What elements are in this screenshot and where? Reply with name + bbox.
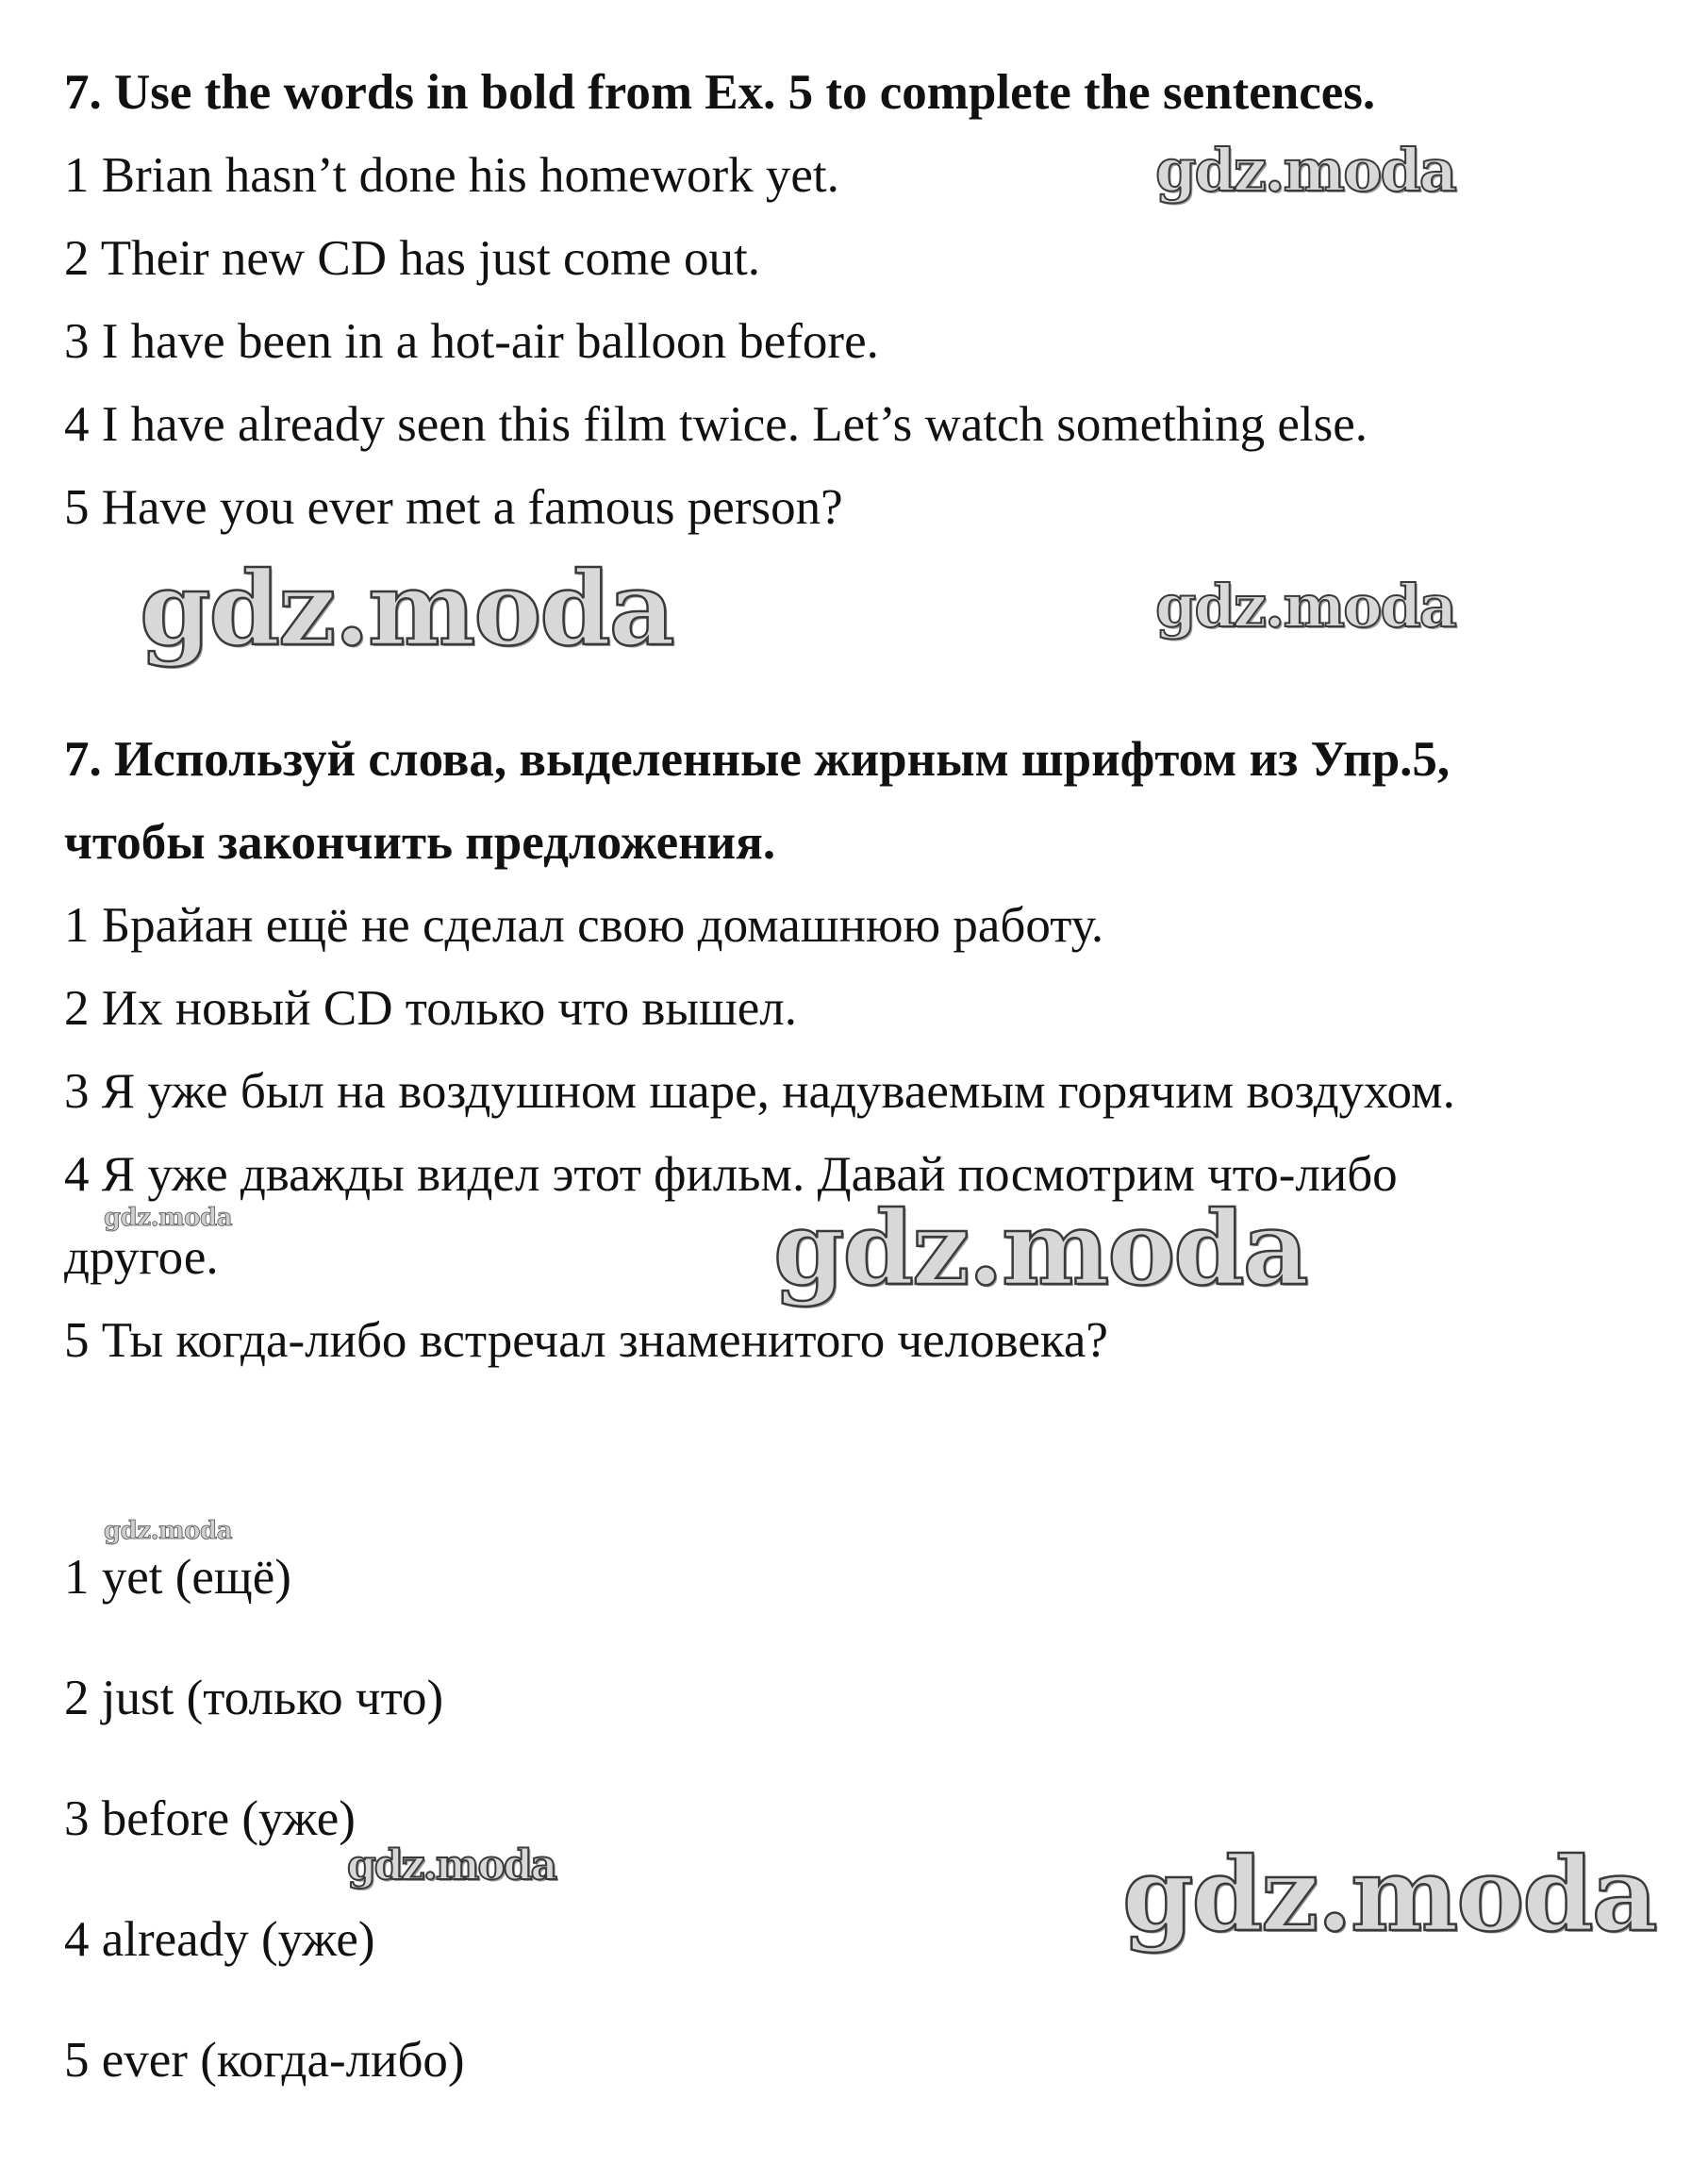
english-heading: 7. Use the words in bold from Ex. 5 to complete the sentences. [64, 65, 1376, 120]
watermark: gdz.moda [1122, 1836, 1656, 1955]
english-sentence-1: 1 Brian hasn’t done his homework yet. [64, 148, 839, 203]
watermark: gdz.moda [140, 550, 673, 669]
watermark: gdz.moda [104, 1204, 233, 1232]
russian-sentence-2: 2 Их новый CD только что вышел. [64, 981, 797, 1036]
russian-sentence-5: 5 Ты когда-либо встречал знаменитого человека? [64, 1313, 1108, 1368]
russian-heading-line-1: 7. Используй слова, выделенные жирным шрифтом из Упр.5, [64, 732, 1451, 787]
answer-2: 2 just (только что) [64, 1671, 444, 1725]
answer-5: 5 ever (когда-либо) [64, 2033, 465, 2088]
russian-sentence-4-cont: другое. [64, 1230, 219, 1285]
watermark: gdz.moda [1155, 136, 1455, 205]
russian-heading-line-2: чтобы закончить предложения. [64, 815, 776, 870]
english-sentence-5: 5 Have you ever met a famous person? [64, 480, 843, 535]
answer-4: 4 already (уже) [64, 1912, 375, 1967]
watermark: gdz.moda [104, 1517, 233, 1545]
english-sentence-2: 2 Their new CD has just come out. [64, 231, 760, 286]
answer-1: 1 yet (ещё) [64, 1550, 291, 1605]
russian-sentence-1: 1 Брайан ещё не сделал свою домашнюю работу. [64, 898, 1104, 953]
russian-sentence-3: 3 Я уже был на воздушном шаре, надуваемым горячим воздухом. [64, 1064, 1455, 1119]
watermark: gdz.moda [773, 1190, 1307, 1308]
english-sentence-4: 4 I have already seen this film twice. Let’s watch something else. [64, 397, 1368, 452]
answer-3: 3 before (уже) [64, 1791, 356, 1846]
watermark: gdz.moda [347, 1841, 556, 1890]
russian-sentence-4: 4 Я уже дважды видел этот фильм. Давай посмотрим что-либо [64, 1147, 1398, 1202]
watermark: gdz.moda [1155, 572, 1455, 641]
english-sentence-3: 3 I have been in a hot-air balloon before. [64, 314, 879, 369]
